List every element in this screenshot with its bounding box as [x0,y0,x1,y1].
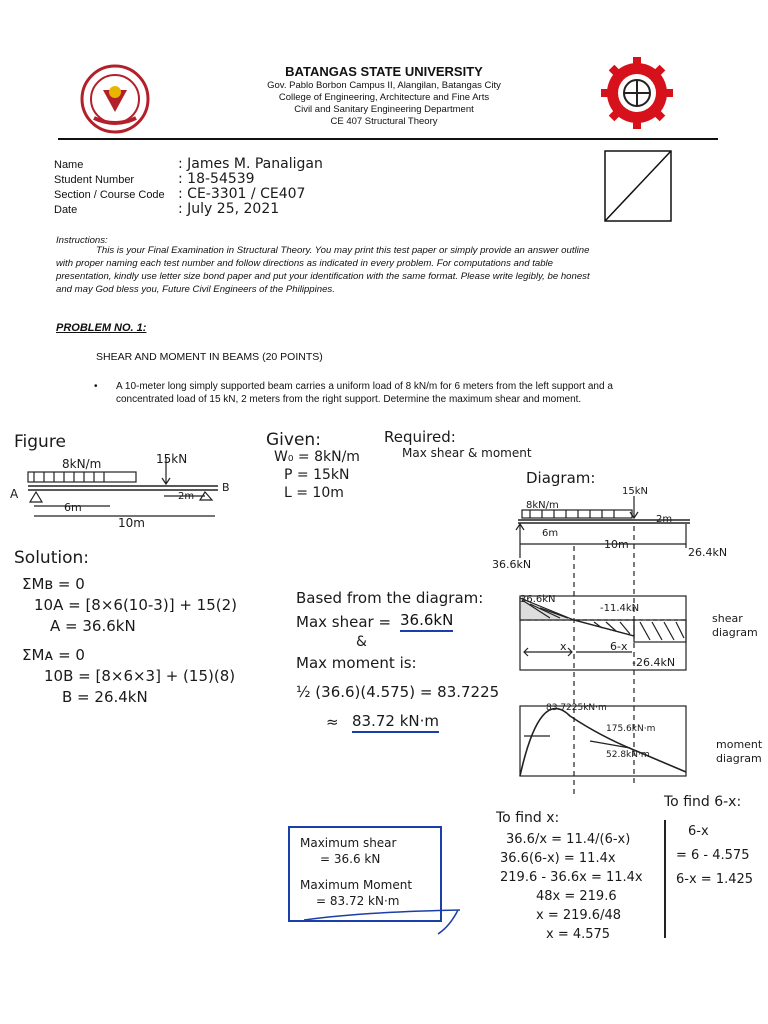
moment-value-max: 83.7225kN·m [546,703,607,713]
diagram-reaction-b: 26.4kN [688,546,728,559]
solution-line: ΣMʙ = 0 [22,575,85,593]
find-x-line: x = 4.575 [546,927,611,942]
find-x-line: 36.6(6-x) = 11.4x [500,851,616,866]
solution-line: ΣMᴀ = 0 [22,646,85,664]
find-x-line: 36.6/x = 11.4/(6-x) [506,832,631,847]
shear-value-min: -26.4kN [632,656,676,669]
solution-line: B = 26.4kN [62,688,148,706]
based-approx: ≈ [326,713,339,731]
diagram-sketch [490,486,720,796]
figure-span2-label: 2m [178,491,195,502]
diagram-point-load-label: 15kN [622,486,648,497]
header-line: CE 407 Structural Theory [330,116,438,127]
diagram-span2-label: 2m [656,514,673,525]
figure-span1-label: 6m [64,501,82,514]
figure-support-a-label: A [10,487,19,501]
instructions-line: with proper naming each test number and follow directions as indicated in every problem. For computations and table [56,258,554,269]
find-6x-line: 6-x = 1.425 [676,872,754,887]
find-divider [664,820,666,938]
instructions-line: and may God bless you, Future Civil Engineers of the Philippines. [56,284,335,295]
info-value-student-number: : 18-54539 [178,171,255,187]
shear-6x-label: 6-x [610,640,628,653]
shear-diagram-label: shear diagram [712,612,758,639]
problem-bullet [94,380,708,406]
diagram-span1-label: 6m [542,528,559,539]
instructions-heading: Instructions: [56,235,108,246]
answer-line: Maximum Moment [300,878,413,892]
given-line: W₀ = 8kN/m [274,449,360,465]
solution-line: 10B = [8×6×3] + (15)(8) [44,667,236,685]
required-line: Max shear & moment [402,446,532,460]
diagram-reaction-a: 36.6kN [492,558,532,571]
moment-value-low: 52.8kN·m [606,750,650,760]
instructions-line: This is your Final Examination in Structural Theory. You may print this test paper or simply provide an answer outline [96,245,590,256]
solution-line: 10A = [8×6(10-3)] + 15(2) [34,596,237,614]
problem-topic: SHEAR AND MOMENT IN BEAMS (20 POINTS) [96,351,323,363]
problem-heading: PROBLEM NO. 1: [56,322,147,334]
given-line: L = 10m [284,485,344,501]
solution-line: A = 36.6kN [50,617,136,635]
find-x-line: 219.6 - 36.6x = 11.4x [500,870,643,885]
based-max-shear-value: 36.6kN [400,611,453,632]
answer-underline-scribble [300,906,466,936]
figure-title: Figure [14,432,66,452]
figure-length-label: 10m [118,516,145,530]
diagram-title: Diagram: [526,469,596,487]
info-label-section: Section / Course Code [54,189,165,201]
diagram-udl-label: 8kN/m [526,500,559,511]
answer-line: = 83.72 kN·m [316,894,400,908]
find-6x-line: 6-x [688,824,709,839]
header-line: College of Engineering, Architecture and Fine Arts [278,92,490,103]
find-x-steps [500,830,643,944]
figure-point-load-label: 15kN [156,452,188,466]
score-box [604,150,672,222]
based-max-moment-label: Max moment is: [296,654,417,672]
figure-support-b-label: B [222,481,230,494]
answer-line: = 36.6 kN [320,852,381,866]
info-value-date: : July 25, 2021 [178,201,280,217]
solution-steps [22,574,237,708]
info-value-name: : James M. Panaligan [178,156,323,172]
shear-x-label: x [560,640,567,653]
find-6x-steps [676,820,753,892]
moment-value-mid: 175.6kN·m [606,724,656,734]
find-x-line: 48x = 219.6 [536,889,617,904]
info-label-name: Name [54,159,84,171]
header-divider [58,138,718,140]
based-moment-result: 83.72 kN·m [352,712,439,733]
shear-value-max: 36.6kN [520,594,556,605]
header-address-block [0,80,768,128]
info-values [178,157,323,217]
shear-value-mid: -11.4kN [600,603,640,614]
find-6x-title: To find 6-x: [664,794,742,810]
info-label-date: Date [54,204,78,216]
bullet-dot: • [94,381,98,392]
solution-title: Solution: [14,548,89,568]
find-6x-line: = 6 - 4.575 [676,848,750,863]
info-value-section: : CE-3301 / CE407 [178,186,306,202]
instructions-line: presentation, kindly use letter size bond paper and put your identification with the same format. Please write legibly, be honest [56,271,590,282]
required-title: Required: [384,428,456,446]
answer-line: Maximum shear [300,836,397,850]
info-labels [54,158,165,218]
given-line: P = 15kN [284,467,350,483]
based-moment-calc: ½ (36.6)(4.575) = 83.7225 [296,683,500,701]
given-values [274,448,360,502]
find-x-title: To find x: [496,810,560,826]
diagram-length-label: 10m [604,538,629,551]
given-title: Given: [266,430,321,450]
based-max-shear-label: Max shear = [296,613,392,631]
header-line: Gov. Pablo Borbon Campus II, Alangilan, Batangas City [267,80,501,91]
based-ampersand: & [356,634,367,650]
university-name: BATANGAS STATE UNIVERSITY [285,64,483,79]
based-line1: Based from the diagram: [296,589,484,607]
header-line: Civil and Sanitary Engineering Department [294,104,474,115]
info-label-student-number: Student Number [54,174,135,186]
problem-line: concentrated load of 15 kN, 2 meters from the right support. Determine the maximum shear and moment. [116,394,582,405]
find-x-line: x = 219.6/48 [536,908,621,923]
moment-diagram-label: moment diagram [716,738,763,765]
problem-line: A 10-meter long simply supported beam carries a uniform load of 8 kN/m for 6 meters from the left support and a [116,381,613,392]
figure-udl-label: 8kN/m [62,457,102,471]
instructions-body [56,244,716,296]
